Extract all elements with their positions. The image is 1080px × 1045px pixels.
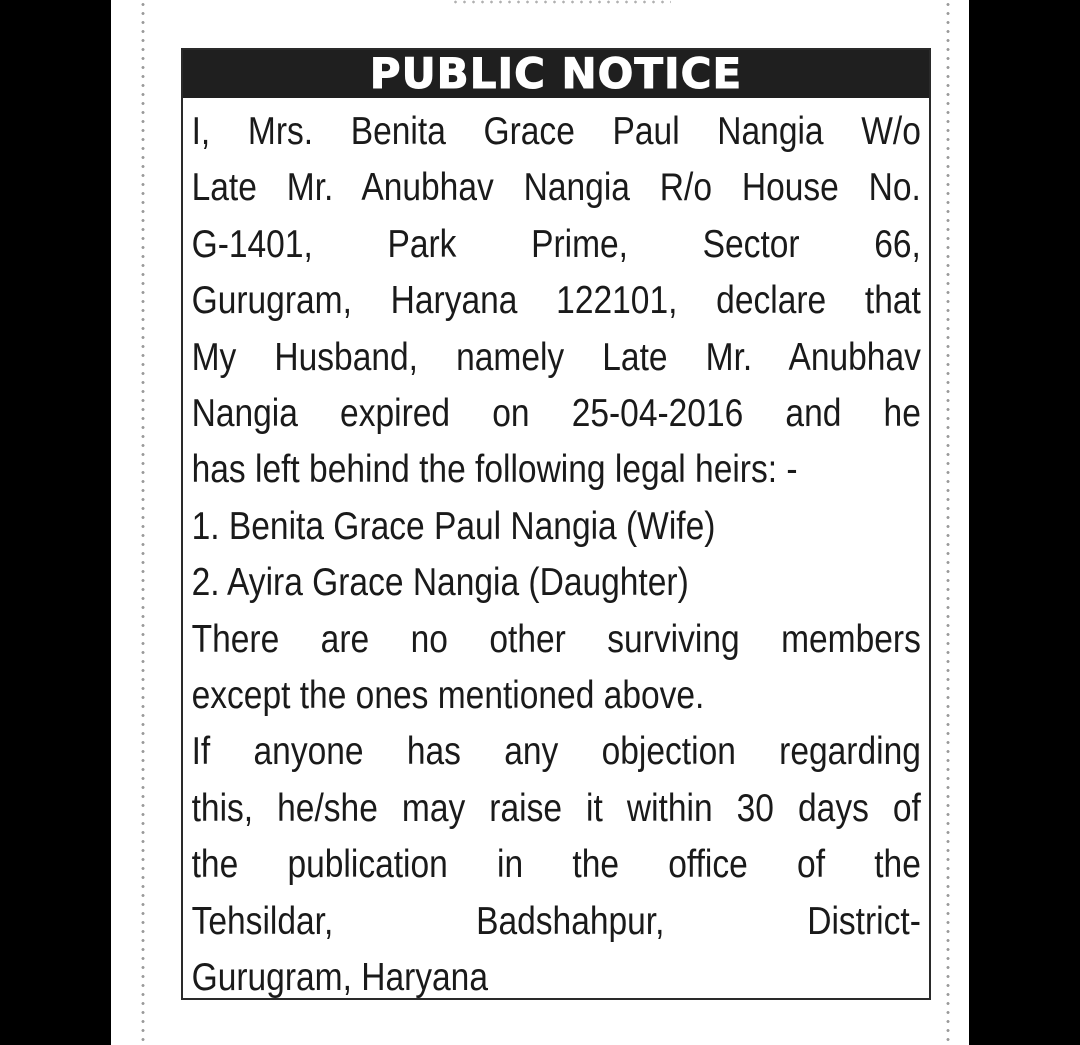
notice-line: I, Mrs. Benita Grace Paul Nangia W/o <box>191 110 921 153</box>
dotted-cut-line-left <box>141 0 145 1045</box>
notice-title: PUBLIC NOTICE <box>183 50 929 98</box>
public-notice-box <box>181 48 931 1000</box>
notice-line: Nangia expired on 25-04-2016 and he <box>191 392 921 436</box>
notice-line: There are no other surviving members <box>191 617 921 661</box>
notice-line: the publication in the office of the <box>191 843 921 887</box>
notice-line: Tehsildar, Badshahpur, District- <box>191 899 921 943</box>
notice-line: has left behind the following legal heirs: - <box>191 448 798 492</box>
notice-line: G-1401, Park Prime, Sector 66, <box>191 222 921 266</box>
notice-body <box>183 98 929 1007</box>
notice-line: Gurugram, Haryana <box>191 956 488 1000</box>
notice-line: Gurugram, Haryana 122101, declare that <box>191 279 921 323</box>
newspaper-clipping <box>111 0 969 1045</box>
notice-line: Late Mr. Anubhav Nangia R/o House No. <box>191 166 921 210</box>
notice-line: this, he/she may raise it within 30 days of <box>191 786 921 830</box>
heir-list-item: 2. Ayira Grace Nangia (Daughter) <box>191 561 689 605</box>
notice-line: My Husband, namely Late Mr. Anubhav <box>191 335 921 379</box>
notice-line: except the ones mentioned above. <box>191 674 705 718</box>
notice-line: If anyone has any objection regarding <box>191 730 921 774</box>
heir-list-item: 1. Benita Grace Paul Nangia (Wife) <box>191 504 716 548</box>
dotted-cut-line-right <box>946 0 950 1045</box>
dotted-cut-line-top <box>451 0 671 4</box>
